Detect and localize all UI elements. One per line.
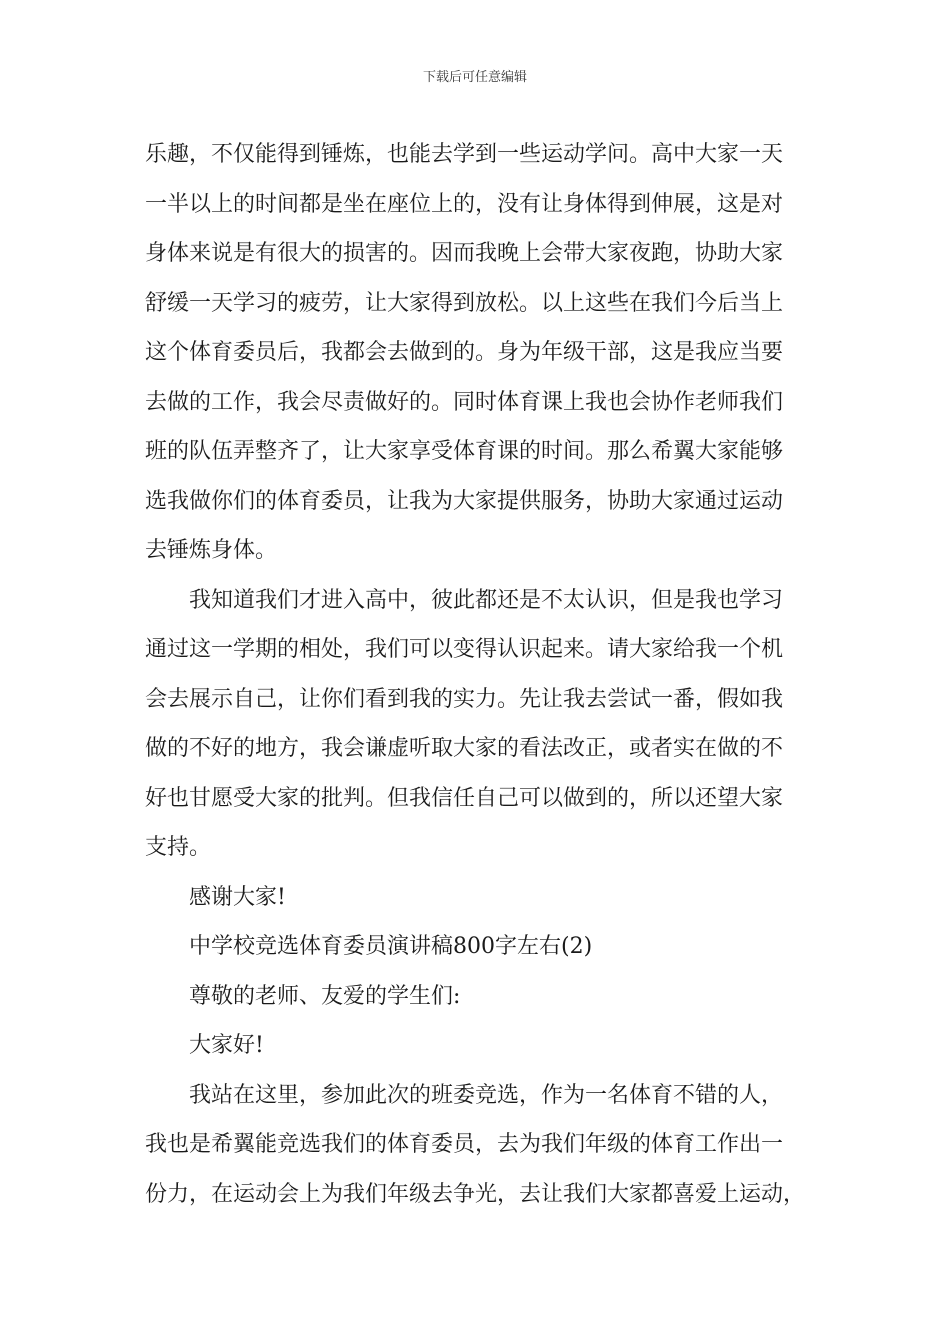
- text-line: 我站在这里，参加此次的班委竞选，作为一名体育不错的人，: [189, 1082, 784, 1108]
- closing-thanks: [145, 873, 795, 923]
- text-line: 中学校竞选体育委员演讲稿800字左右(2): [189, 934, 593, 959]
- text-line: 做的不好的地方，我会谦虚听取大家的看法改正，或者实在做的不: [145, 736, 784, 761]
- text-line: 我知道我们才进入高中，彼此都还是不太认识，但是我也学习: [189, 587, 784, 613]
- text-line: 会去展示自己，让你们看到我的实力。先让我去尝试一番，假如我: [145, 686, 784, 712]
- text-line: 乐趣，不仅能得到锤炼，也能去学到一些运动学问。高中大家一天: [145, 142, 784, 167]
- text-line: 感谢大家!: [189, 884, 286, 910]
- text-line: 尊敬的老师、友爱的学生们:: [189, 983, 461, 1009]
- text-line: 通过这一学期的相处，我们可以变得认识起来。请大家给我一个机: [145, 637, 784, 662]
- text-line: 班的队伍弄整齐了，让大家享受体育课的时间。那么希翼大家能够: [145, 439, 784, 464]
- section-title: [145, 922, 795, 972]
- text-line: 去做的工作，我会尽责做好的。同时体育课上我也会协作老师我们: [145, 389, 784, 415]
- text-line: 大家好!: [189, 1033, 264, 1058]
- text-line: 身体来说是有很大的损害的。因而我晚上会带大家夜跑，协助大家: [145, 241, 784, 266]
- document-body: [145, 130, 806, 1219]
- text-line: 我也是希翼能竞选我们的体育委员，去为我们年级的体育工作出一: [145, 1132, 784, 1157]
- greeting: [145, 1021, 795, 1071]
- text-line: 这个体育委员后，我都会去做到的。身为年级干部，这是我应当要: [145, 340, 784, 365]
- paragraph: [145, 1071, 806, 1220]
- text-line: 选我做你们的体育委员，让我为大家提供服务，协助大家通过运动: [145, 488, 784, 514]
- text-line: 好也甘愿受大家的批判。但我信任自己可以做到的，所以还望大家: [145, 785, 784, 811]
- text-line: 支持。: [145, 835, 212, 860]
- text-line: 去锤炼身体。: [145, 538, 278, 563]
- page-header: 下载后可任意编辑: [422, 70, 527, 85]
- text-line: 一半以上的时间都是坐在座位上的，没有让身体得到伸展，这是对: [145, 191, 784, 217]
- salutation: [145, 972, 795, 1022]
- text-line: 舒缓一天学习的疲劳，让大家得到放松。以上这些在我们今后当上: [145, 290, 784, 316]
- text-line: 份力，在运动会上为我们年级去争光，去让我们大家都喜爱上运动，: [145, 1181, 806, 1207]
- paragraph: [145, 130, 795, 576]
- paragraph: [145, 576, 795, 873]
